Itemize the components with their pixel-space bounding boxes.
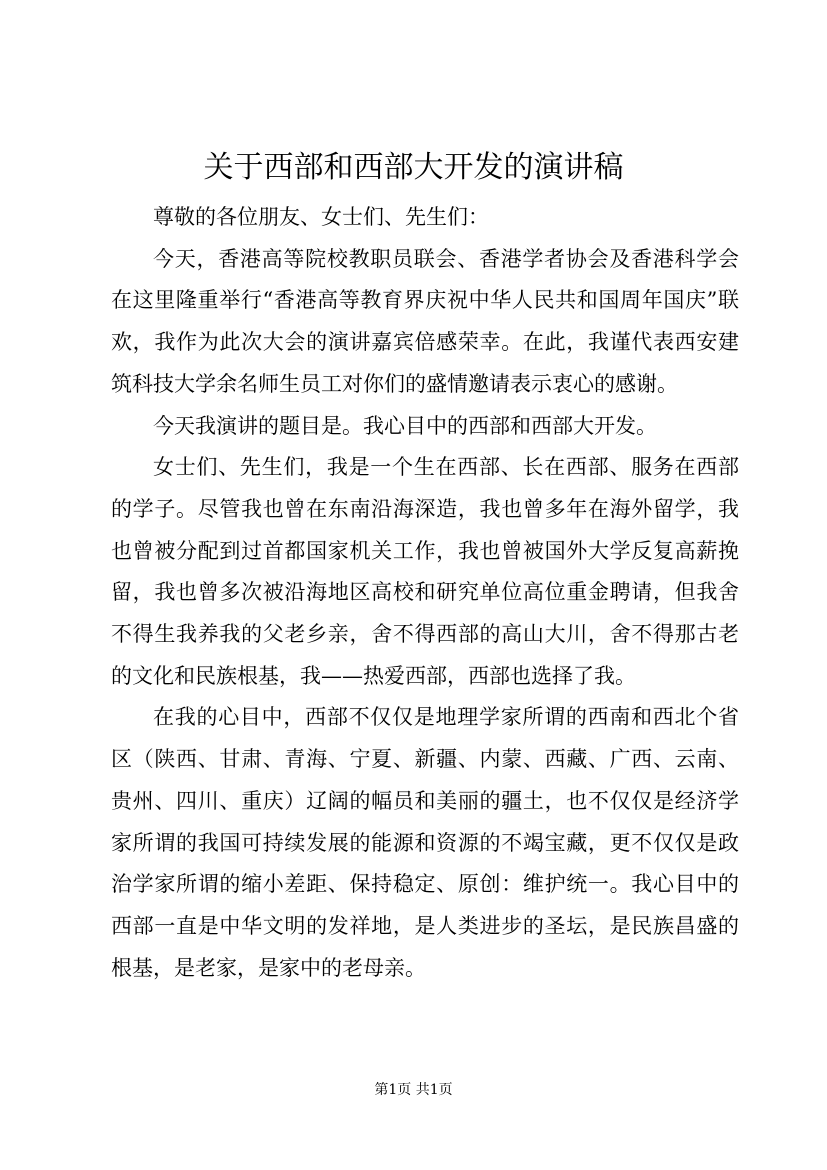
paragraph-west-meaning: 在我的心目中，西部不仅仅是地理学家所谓的西南和西北个省区（陕西、甘肃、青海、宁夏、新疆、内蒙、西藏、广西、云南、贵州、四川、重庆）辽阔的幅员和美丽的疆土，也不仅仅是经济学家所谓的我国可持续发展的能源和资源的不竭宝藏，更不仅仅是政治学家所谓的缩小差距、保持稳定、原创：维护统一。我心目中的西部一直是中华文明的发祥地，是人类进步的圣坛，是民族昌盛的根基，是老家，是家中的老母亲。 — [111, 705, 739, 980]
paragraph-salutation: 尊敬的各位朋友、女士们、先生们： — [153, 205, 489, 229]
paragraph-background: 女士们、先生们，我是一个生在西部、长在西部、服务在西部的学子。尽管我也曾在东南沿海深造，我也曾多年在海外留学，我也曾被分配到过首都国家机关工作，我也曾被国外大学反复高薪挽留，我也曾多次被沿海地区高校和研究单位高位重金聘请，但我舍不得生我养我的父老乡亲，舍不得西部的高山大川，舍不得那古老的文化和民族根基，我——热爱西部，西部也选择了我。 — [111, 455, 739, 688]
page-footer: 第1页 共1页 — [374, 1082, 453, 1098]
document-title: 关于西部和西部大开发的演讲稿 — [203, 150, 624, 185]
document-body — [111, 197, 739, 989]
paragraph-topic: 今天我演讲的题目是。我心目中的西部和西部大开发。 — [153, 413, 657, 438]
paragraph-opening: 今天，香港高等院校教职员联会、香港学者协会及香港科学会在这里隆重举行“香港高等教育界庆祝中华人民共和国周年国庆”联欢，我作为此次大会的演讲嘉宾倍感荣幸。在此，我谨代表西安建筑科技大学余名师生员工对你们的盛情邀请表示衷心的感谢。 — [111, 246, 739, 396]
